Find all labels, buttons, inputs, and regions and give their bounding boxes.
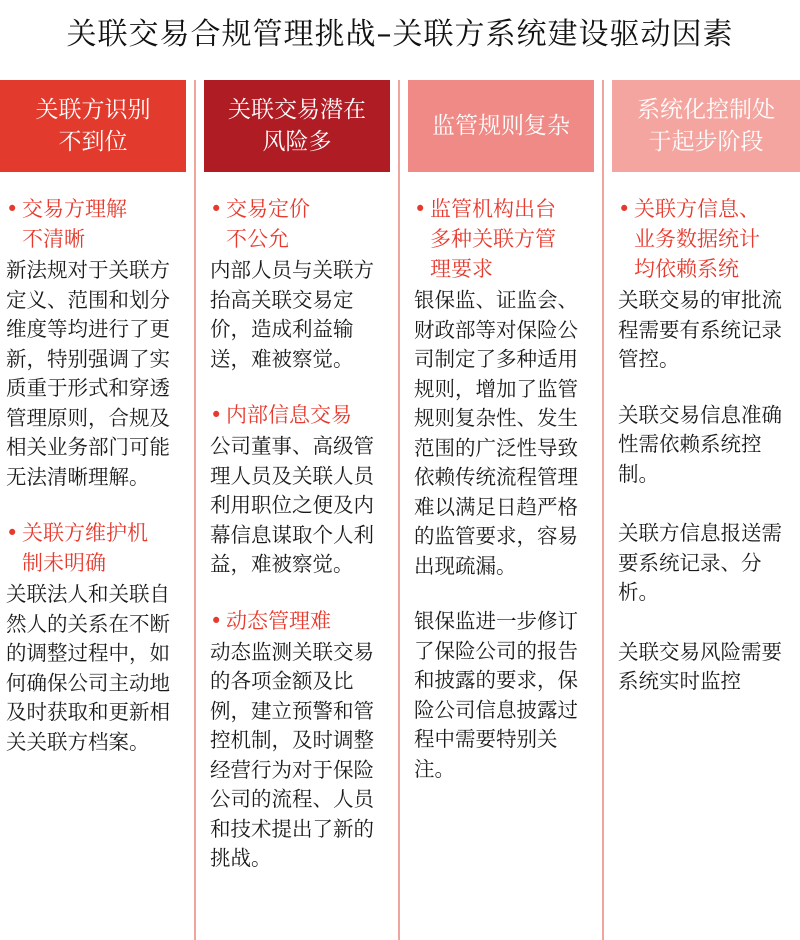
column-2-body bbox=[210, 194, 390, 900]
column-4-paragraph-1: 关联交易信息准确性需依赖系统控制。 bbox=[618, 402, 782, 486]
column-1-header: 关联方识别 不到位 bbox=[0, 80, 186, 172]
bullet-text: 银保监、证监会、财政部等对保险公司制定了多种适用规则，增加了监管规则复杂性、发生范围的广泛性导致依赖传统流程管理难以满足日趋严格的监管要求，容易出现疏漏。 bbox=[414, 288, 578, 578]
bullet-dot-icon: • bbox=[6, 521, 19, 545]
column-1-item-1 bbox=[6, 194, 186, 492]
bullet-dot-icon: • bbox=[6, 197, 19, 221]
column-3-body bbox=[414, 194, 594, 814]
column-1-body bbox=[6, 194, 186, 783]
bullet-heading: • 交易定价 不公允 bbox=[210, 194, 390, 254]
column-3-paragraph-1: 银保监进一步修订了保险公司的报告和披露的要求，保险公司信息披露过程中需要特别关注。 bbox=[414, 609, 578, 781]
bullet-dot-icon: • bbox=[210, 197, 223, 221]
column-4-body bbox=[618, 194, 800, 727]
column-3-item-1 bbox=[414, 194, 594, 581]
page-title: 关联交易合规管理挑战–关联方系统建设驱动因素 bbox=[66, 17, 734, 52]
column-2-item-2 bbox=[210, 400, 390, 580]
column-4-item-1 bbox=[618, 194, 800, 375]
column-2-item-1 bbox=[210, 194, 390, 374]
bullet-text: 关联法人和关联自然人的关系在不断的调整过程中，如何确保公司主动地及时获取和更新相关关联方档案。 bbox=[6, 582, 170, 754]
bullet-heading: • 关联方维护机 制未明确 bbox=[6, 518, 186, 578]
bullet-text: 公司董事、高级管理人员及关联人员利用职位之便及内幕信息谋取个人利益，难被察觉。 bbox=[210, 434, 374, 576]
bullet-heading: • 监管机构出台 多种关联方管 理要求 bbox=[414, 194, 594, 284]
column-divider bbox=[398, 80, 400, 940]
column-4-header: 系统化控制处 于起步阶段 bbox=[612, 80, 800, 172]
column-4-paragraph-2: 关联方信息报送需要系统记录、分析。 bbox=[618, 521, 782, 604]
bullet-dot-icon: • bbox=[210, 403, 223, 427]
column-3 bbox=[408, 80, 594, 940]
column-2-item-3 bbox=[210, 606, 390, 874]
bullet-heading: • 关联方信息、 业务数据统计 均依赖系统 bbox=[618, 194, 800, 284]
bullet-heading: • 交易方理解 不清晰 bbox=[6, 194, 186, 254]
bullet-dot-icon: • bbox=[210, 608, 223, 633]
bullet-text: 新法规对于关联方定义、范围和划分维度等均进行了更新，特别强调了实质重于形式和穿透管理原则，合规及相关业务部门可能无法清晰理解。 bbox=[6, 258, 170, 489]
column-4 bbox=[612, 80, 800, 940]
column-divider bbox=[194, 80, 196, 940]
column-4-paragraph-3: 关联交易风险需要系统实时监控 bbox=[618, 639, 782, 693]
column-divider bbox=[602, 80, 604, 940]
bullet-text: 关联交易的审批流程需要有系统记录管控。 bbox=[618, 288, 782, 371]
bullet-dot-icon: • bbox=[618, 197, 631, 221]
column-3-header: 监管规则复杂 bbox=[408, 80, 594, 172]
column-2-header: 关联交易潜在 风险多 bbox=[204, 80, 390, 172]
bullet-text: 动态监测关联交易的各项金额及比例，建立预警和管控机制，及时调整经营行为对于保险公司的流程、人员和技术提出了新的挑战。 bbox=[210, 639, 374, 870]
column-1-item-2 bbox=[6, 518, 186, 757]
bullet-dot-icon: • bbox=[414, 197, 427, 221]
bullet-heading: • 动态管理难 bbox=[210, 606, 390, 636]
bullet-text: 内部人员与关联方抬高关联交易定价，造成利益输送，难被察觉。 bbox=[210, 258, 374, 371]
column-1 bbox=[0, 80, 186, 940]
column-2 bbox=[204, 80, 390, 940]
bullet-heading: • 内部信息交易 bbox=[210, 400, 390, 430]
columns-container bbox=[0, 80, 800, 940]
